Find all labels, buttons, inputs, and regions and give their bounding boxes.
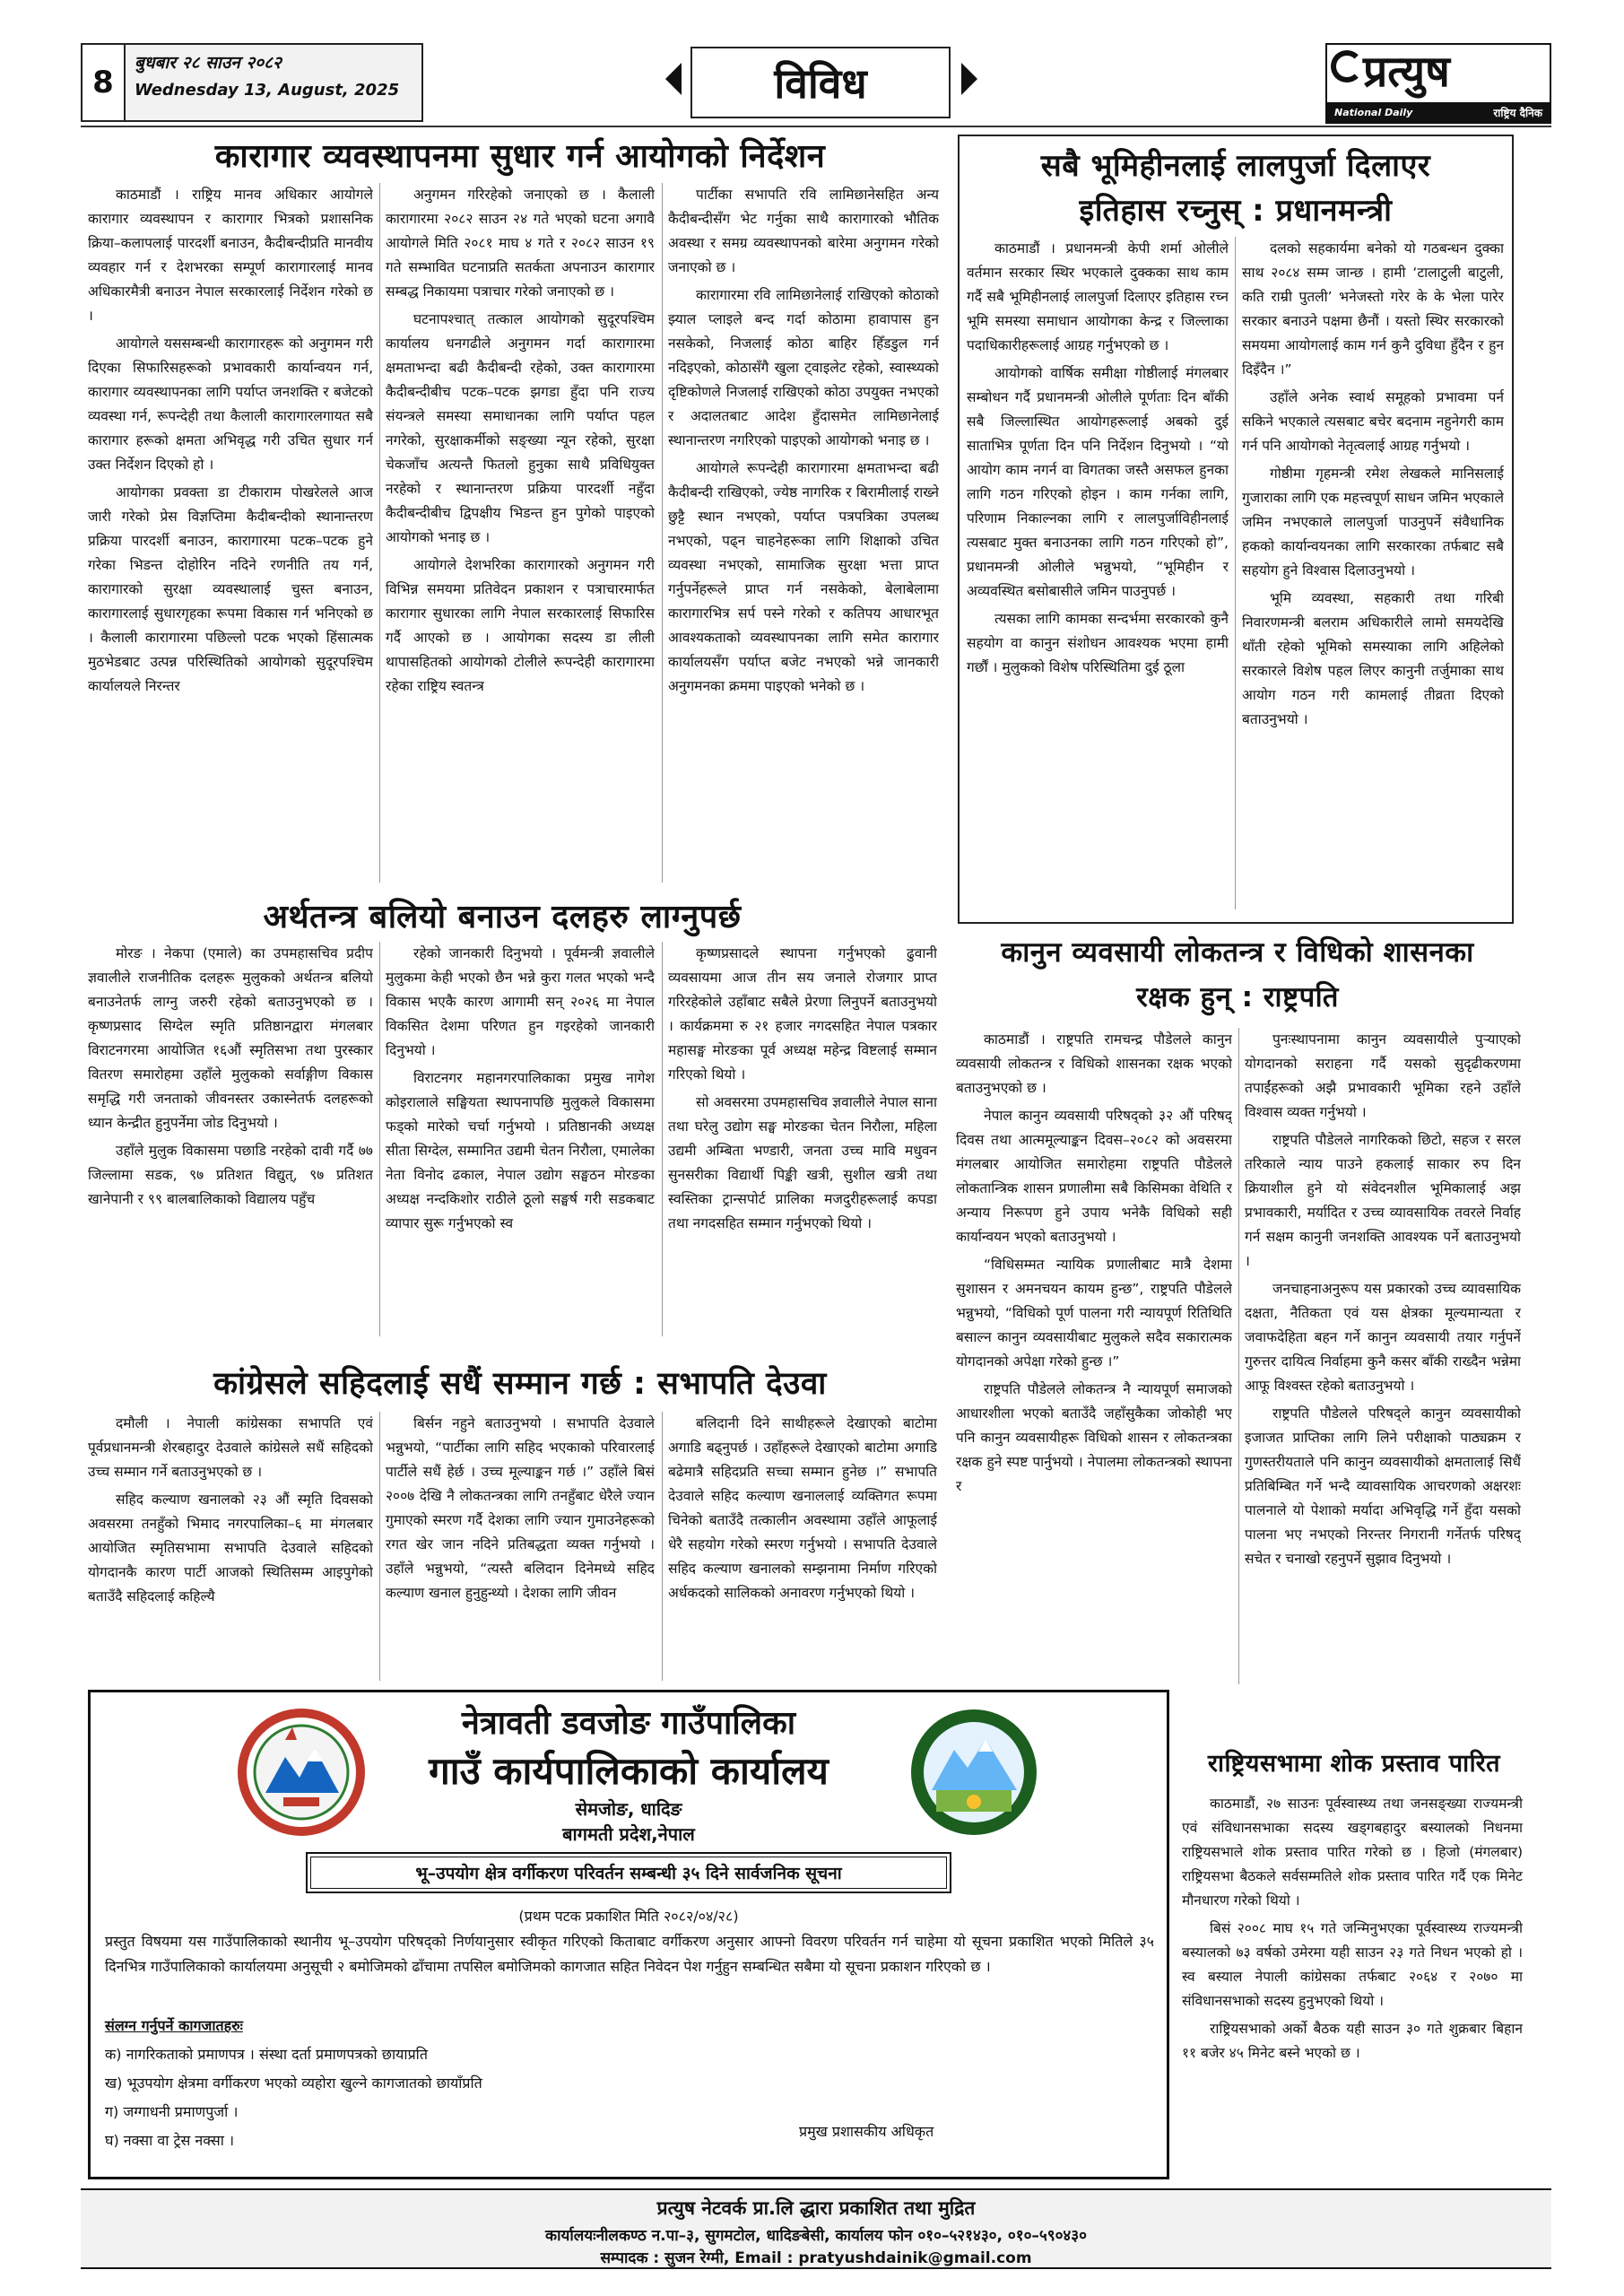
paragraph: आयोगले देशभरिका कारागारको अनुगमन गरी विभिन्न समयमा प्रतिवेदन प्रकाशन र पत्राचारमार्फत कारागार सुधारका लागि नेपाल सरकारलाई सिफारिस गर्दै आएको छ । आयोगका सदस्य डा लीली थापासहितको आयोगको टोलीले रूपन्देही कारागारमा रहेका राष्ट्रिय स्वतन्त्र [386,557,655,694]
paragraph: बिसं २००८ माघ १५ गते जन्मिनुभएका पूर्वस्वास्थ्य राज्यमन्त्री बस्यालको ७३ वर्षको उमेरमा यही साउन २३ गते निधन भएको हो । स्व बस्याल नेपाली कांग्रेसका तर्फबाट २०६४ र २०७० मा संविधानसभाको सदस्य हुनुभएको थियो । [1182,1920,1523,2009]
paragraph: आयोगले यससम्बन्धी कारागारहरू को अनुगमन गरी दिएका सिफारिसहरूको प्रभावकारी कार्यान्वयन गर्न, कारागार व्यवस्थापनका लागि पर्याप्त जनशक्ति र बजेटको व्यवस्था गर्न, रूपन्देही तथा कैलाली कारागारलगायत सबै कारागार हरूको क्षमता अभिवृद्ध गरी उचित सुधार गर्न उक्त निर्देशन दिएको हो । [88,335,373,473]
paragraph: उहाँले मुलुक विकासमा पछाडि नरहेको दावी गर्दै ७७ जिल्लामा सडक, ९७ प्रतिशत विद्युत्, ९७ प्रतिशत खानेपानी र ९९ बालबालिकाको विद्यालय पहुँच [88,1143,373,1207]
economy-col-1 [88,942,373,1336]
economy-col-3 [668,942,937,1336]
municipality-logo-icon [898,1705,1050,1839]
notice-title-1: नेत्रावती डवजोङ गाउँपालिका [461,1705,796,1742]
paper-logo [1325,43,1551,124]
landless-headline-2: इतिहास रच्नुस् : प्रधानमन्त्री [1079,193,1393,229]
notice-subject: भू–उपयोग क्षेत्र वर्गीकरण परिवर्तन सम्बन्धी ३५ दिने सार्वजनिक सूचना [415,1864,842,1883]
prison-col-1 [88,183,373,891]
economy-headline: अर्थतन्त्र बलियो बनाउन दलहरु लाग्नुपर्छ [263,899,742,935]
paragraph: राष्ट्रपति पौडेलले लोकतन्त्र नै न्यायपूर्ण समाजको आधारशीला भएको बताउँदै जहाँसुकैका जोकोही भए पनि कानुन व्यवसायीहरू विधिको शासन र लोकतन्त्रका रक्षक हुने स्पष्ट पार्नुभयो । नेपालमा लोकतन्त्रको स्थापना र [956,1381,1232,1494]
congress-headline: कांग्रेसले सहिदलाई सधैं सम्मान गर्छ : सभापति देउवा [213,1366,827,1402]
paper-tag-np: राष्ट्रिय दैनिक [1493,106,1542,119]
paragraph: त्यसका लागि कामका सन्दर्भमा सरकारको कुनै सहयोग वा कानुन संशोधन आवश्यक भएमा हामी गर्छौं । मुलुकको विशेष परिस्थितिमा दुई ठूला [967,611,1229,675]
notice-title-2: गाउँ कार्यपालिकाको कार्यालय [429,1749,829,1793]
right-arrow-icon [961,63,977,95]
landless-headline-1: सबै भूमिहीनलाई लालपुर्जा दिलाएर [1040,148,1431,184]
paragraph: सो अवसरमा उपमहासचिव ज्ञवालीले नेपाल साना तथा घरेलु उद्योग सङ्घ मोरङका चेतन निरौला, महिला उद्यमी अम्बिता भण्डारी, जनता उच्च मावि मधुवन सुनसरीका विद्यार्थी पिङ्की खत्री, सुशील खत्री तथा स्वस्तिका ट्रान्सपोर्ट प्रालिका मजदुरीहरूलाई कपडा तथा नगदसहित सम्मान गर्नुभएको थियो । [668,1094,937,1231]
paragraph: मोरङ । नेकपा (एमाले) का उपमहासचिव प्रदीप ज्ञवालीले राजनीतिक दलहरू मुलुकको अर्थतन्त्र बलियो बनाउनेतर्फ लाग्नु जरुरी रहेको बताउनुभएको छ । कृष्णप्रसाद सिग्देल स्मृति प्रतिष्ठानद्वारा मंगलबार विराटनगरमा आयोजित १६औं स्मृतिसभा तथा पुरस्कार वितरण समारोहमा उहाँले मुलुकको सर्वाङ्गीण विकास समृद्धि गरी जनताको जीवनस्तर उकास्नेतर्फ दलहरूको ध्यान केन्द्रीत हुनुपर्नेमा जोड दिनुभयो । [88,945,373,1131]
paragraph: आयोगको वार्षिक समीक्षा गोष्ठीलाई मंगलबार सम्बोधन गर्दै प्रधानमन्त्री ओलीले पूर्णताः दिन बाँकी सबै जिल्लास्थित आयोगहरूलाई अबको दुई साताभित्र पूर्णता दिन पनि निर्देशन दिनुभयो । “यो आयोग काम नगर्न वा विगतका जस्तै असफल हुनका लागि गठन गरिएको होइन । काम गर्नका लागि, परिणाम निकाल्नका लागि र लालपुर्जाविहीनलाई त्यसबाट मुक्त बनाउनका लागि गठन गरिएको हो”, प्रधानमन्त्री ओलीले भन्नुभयो, “भूमिहीन र अव्यवस्थित बसोबासीले जमिन पाउनुपर्छ । [967,365,1229,599]
congress-col-1 [88,1412,373,1681]
paragraph: रहेको जानकारी दिनुभयो । पूर्वमन्त्री ज्ञवालीले मुलुकमा केही भएको छैन भन्ने कुरा गलत भएको भन्दै विकास भएकै कारण आगामी सन् २०२६ मा नेपाल विकसित देशमा परिणत हुन गइरहेको जानकारी दिनुभयो । [386,945,655,1058]
paragraph: काठमाडौं । प्रधानमन्त्री केपी शर्मा ओलीले वर्तमान सरकार स्थिर भएकाले दुक्कका साथ काम गर्दै सबै भूमिहीनलाई लालपुर्जा दिलाएर इतिहास रच्न भूमि समस्या समाधान आयोगका केन्द्र र जिल्लाका पदाधिकारीहरूलाई आग्रह गर्नुभएको छ । [967,240,1229,353]
left-arrow-icon [665,63,682,95]
lawyers-headline-1: कानुन व्यवसायी लोकतन्त्र र विधिको शासनका [1001,936,1474,969]
paragraph: पुनःस्थापनामा कानुन व्यवसायीले पुऱ्याएको योगदानको सराहना गर्दै यसको सुदृढीकरणमा तपाईंहरूको अझै प्रभावकारी भूमिका रहने उहाँले विश्वास व्यक्त गर्नुभयो । [1245,1031,1521,1120]
congress-col-2 [386,1412,655,1681]
lawyers-headline-2: रक्षक हुन् : राष्ट्रपति [1136,981,1339,1013]
logo-sun-icon [1331,50,1363,83]
nepal-emblem-icon [225,1705,378,1839]
paragraph: बलिदानी दिने साथीहरूले देखाएको बाटोमा अगाडि बढ्नुपर्छ । उहाँहरूले देखाएको बाटोमा अगाडि बढेमात्रै सहिदप्रति सच्चा सम्मान हुनेछ ।” सभापति देउवाले सहिद कल्याण खनाललाई व्यक्तिगत रूपमा चिनेको बताउँदै तत्कालीन अवस्थामा उहाँले आफूलाई धेरै सहयोग गरेको स्मरण गर्नुभयो । सभापति देउवाले सहिद कल्याण खनालको सम्झनामा निर्माण गरिएको अर्धकदको सालिकको अनावरण गर्नुभएको थियो । [668,1415,937,1601]
landless-col-2 [1242,237,1504,918]
page-number-box [81,43,124,122]
notice-location: सेमजोङ, धादिङ [575,1798,682,1820]
date-box [124,43,423,122]
notice-signatory: प्रमुख प्रशासकीय अधिकृत [799,2123,934,2140]
lawyers-col-1 [956,1028,1232,1684]
condolence-headline: राष्ट्रियसभामा शोक प्रस्ताव पारित [1207,1750,1501,1778]
paragraph: राष्ट्रपति पौडेलले नागरिकको छिटो, सहज र सरल तरिकाले न्याय पाउने हकलाई साकार रुप दिन क्रियाशील हुने यो संवेदनशील भूमिकालाई अझ प्रभावकारी, मर्यादित र उच्च व्यावसायिक तवरले निर्वाह गर्न सक्षम कानुनी जनशक्ति आवश्यक पर्ने बताउनुभयो । [1245,1132,1521,1269]
paragraph: कृष्णप्रसादले स्थापना गर्नुभएको ढुवानी व्यवसायमा आज तीन सय जनाले रोजगार प्राप्त गरिरहेकोले उहाँबाट सबैले प्रेरणा लिनुपर्ने बताउनुभयो । कार्यक्रममा रु २१ हजार नगदसहित नेपाल पत्रकार महासङ्घ मोरङका पूर्व अध्यक्ष महेन्द्र विष्टलाई सम्मान गरिएको थियो । [668,945,937,1083]
economy-col-2 [386,942,655,1336]
prison-col-3 [668,183,939,891]
list-item: ग) जग्गाधनी प्रमाणपुर्जा । [105,2103,239,2120]
footer-publisher: प्रत्युष नेटवर्क प्रा.लि द्धारा प्रकाशित तथा मुद्रित [656,2197,976,2219]
paragraph: घटनापश्चात् तत्काल आयोगको सुदूरपश्चिम कार्यालय धनगढीले अनुगमन गर्दा कारागारमा क्षमताभन्दा बढी कैदीबन्दी रहेको, उक्त कारागारमा कैदीबन्दीबीच पटक–पटक झगडा हुँदा पनि राज्य संयन्त्रले समस्या समाधानका लागि पर्याप्त पहल नगरेको, सुरक्षाकर्मीको सङ्ख्या न्यून रहेको, सुरक्षा चेकजाँच अत्यन्तै फितलो हुनुका साथै प्रविधियुक्त नरहेको र स्थानान्तरण प्रक्रिया पारदर्शी नहुँदा कैदीबन्दीबीच द्विपक्षीय भिडन्त हुन पुगेको पाइएको आयोगको भनाइ छ । [386,311,655,545]
date-nepali: बुधबार २८ साउन २०८२ [135,53,282,73]
list-item: ख) भूउपयोग क्षेत्रमा वर्गीकरण भएको व्यहोरा खुल्ने कागजातको छायाँप्रति [105,2074,482,2092]
paragraph: काठमाडौं । राष्ट्रपति रामचन्द्र पौडेलले कानुन व्यवसायी लोकतन्त्र र विधिको शासनका रक्षक भएको बताउनुभएको छ । [956,1031,1232,1096]
paragraph: जनचाहनाअनुरूप यस प्रकारको उच्च व्यावसायिक दक्षता, नैतिकता एवं यस क्षेत्रका मूल्यमान्यता र जवाफदेहिता बहन गर्ने कानुन व्यवसायी तयार गर्नुपर्ने गुरुत्तर दायित्व निर्वाहमा कुनै कसर बाँकी राख्दैन भन्नेमा आफू विश्वस्त रहेको बताउनुभयो । [1245,1281,1521,1394]
paragraph: आयोगका प्रवक्ता डा टीकाराम पोखरेलले आज जारी गरेको प्रेस विज्ञप्तिमा कैदीबन्दीको स्थानान्तरण प्रक्रिया पारदर्शी बनाउन, कारागारमा पटक–पटक हुने गरेका भिडन्त दोहोरिन नदिने रणनीति तय गर्न, कारागारको सुरक्षा व्यवस्थालाई चुस्त बनाउन, कारागारलाई सुधारगृहका रूपमा विकास गर्न भनिएको छ । कैलाली कारागारमा पछिल्लो पटक भएको हिंसात्मक मुठभेडबाट उत्पन्न परिस्थितिको आयोगको सुदूरपश्चिम कार्यालयले निरन्तर [88,484,373,694]
notice-body: प्रस्तुत विषयमा यस गाउँपालिकाको स्थानीय भू–उपयोग परिषद्को निर्णयानुसार स्वीकृत गरिएको किताबाट वर्गीकरण अनुसार आफ्नो विवरण परिवर्तन गर्न चाहेमा यो सूचना प्रकाशित भएको मितिले ३५ दिनभित्र गाउँपालिकाको कार्यालयमा अनुसूची २ बमोजिमको ढाँचामा तपसिल बमोजिमको कागजात सहित निवेदन पेश गर्नुहुन सम्बन्धित सबैमा यो सूचना प्रकाशन गरिएको छ । [105,1933,1154,1975]
paper-tag-en: National Daily [1334,106,1413,118]
notice-attachments [105,2040,912,2155]
prison-col-2 [386,183,655,891]
paragraph: भूमि व्यवस्था, सहकारी तथा गरिबी निवारणमन्त्री बलराम अधिकारीले लामो समयदेखि थाँती रहेको भूमिको समस्याका लागि अहिलेको सरकारले विशेष पहल लिएर कानुनी तर्जुमाका साथ आयोग गठन गरी कामलाई तीव्रता दिएको बताउनुभयो । [1242,590,1504,727]
section-title: विविध [774,59,867,108]
notice-province: बागमती प्रदेश,नेपाल [562,1823,695,1845]
landless-col-1 [967,237,1229,918]
list-item: घ) नक्सा वा ट्रेस नक्सा । [105,2132,235,2149]
footer [81,2188,1551,2269]
footer-editor: सम्पादक : सुजन रेग्मी, Email : pratyushdainik@gmail.com [600,2249,1032,2267]
paragraph: उहाँले अनेक स्वार्थ समूहको प्रभावमा पर्न सकिने भएकाले त्यसबाट बचेर बदनाम नहुनेगरी काम गर्न पनि आयोगको नेतृत्वलाई आग्रह गर्नुभयो । [1242,389,1504,454]
paragraph: दमौली । नेपाली कांग्रेसका सभापति एवं पूर्वप्रधानमन्त्री शेरबहादुर देउवाले कांग्रेसले सधैं सहिदको उच्च सम्मान गर्ने बताउनुभएको छ । [88,1415,373,1480]
paragraph: बिर्सन नहुने बताउनुभयो । सभापति देउवाले भन्नुभयो, “पार्टीका लागि सहिद भएकाको परिवारलाई पार्टीले सधैं हेर्छ । उच्च मूल्याङ्कन गर्छ ।” उहाँले बिसं २००७ देखि नै लोकतन्त्रका लागि तनहुँबाट धेरैले ज्यान गुमाएको स्मरण गर्दै देशका लागि ज्यान गुमाउनेहरूको रगत खेर जान नदिने प्रतिबद्धता व्यक्त गर्नुभयो । उहाँले भन्नुभयो, “त्यस्तै बलिदान दिनेमध्ये सहिद कल्याण खनाल हुनुहुन्थ्यो । देशका लागि जीवन [386,1415,655,1601]
paragraph: अनुगमन गरिरहेको जनाएको छ । कैलाली कारागारमा २०८२ साउन २४ गते भएको घटना अगावै आयोगले मिति २०८१ माघ ४ गते र २०८२ साउन १९ गते सम्भावित घटनाप्रति सतर्कता अपनाउन कारागार सम्बद्ध निकायमा पत्राचार गरेको जनाएको छ । [386,187,655,300]
condolence-col [1182,1792,1523,2183]
paragraph: राष्ट्रपति पौडेलले परिषद्ले कानुन व्यवसायीको इजाजत प्राप्तिका लागि लिने परीक्षाको पाठ्यक्रम र गुणस्तरीयताले पनि कानुन व्यवसायीको क्षमतालाई सिधैं प्रतिबिम्बित गर्ने भन्दै व्यावसायिक आचरणको अक्षरशः पालनाले यो पेशाको मर्यादा अभिवृद्धि गर्ने हुँदा यसको पालना भए नभएको निरन्तर निगरानी गर्नेतर्फ परिषद् सचेत र चनाखो रहनुपर्ने सुझाव दिनुभयो । [1245,1405,1521,1567]
paragraph: सहिद कल्याण खनालको २३ औं स्मृति दिवसको अवसरमा तनहुँको भिमाद नगरपालिका–६ मा मंगलबार आयोजित स्मृतिसभामा सभापति देउवाले सहिदको योगदानकै कारण पार्टी आजको स्थितिसम्म आइपुगेको बताउँदै सहिदलाई कहिल्यै [88,1492,373,1605]
paragraph: कारागारमा रवि लामिछानेलाई राखिएको कोठाको झ्याल प्लाइले बन्द गर्दा कोठामा हावापास हुन नसकेको, निजलाई कोठा बाहिर हिँडडुल गर्न नदिइएको, कोठासँगै खुला ट्वाइलेट रहेको, स्वास्थ्यको दृष्टिकोणले निजलाई राखिएको कोठा उपयुक्त नभएको र अदालतबाट आदेश हुँदासमेत लामिछानेलाई स्थानान्तरण नगरिएको पाइएको आयोगको भनाइ छ । [668,287,939,448]
public-notice [88,1690,1169,2179]
congress-col-3 [668,1412,937,1681]
section-title-box [690,47,951,118]
landless-box [958,135,1514,924]
paragraph: पार्टीका सभापति रवि लामिछानेसहित अन्य कैदीबन्दीसँग भेट गर्नुका साथै कारागारको भौतिक अवस्था र समग्र व्यवस्थापनको बारेमा अनुगमन गरेको जनाएको छ । [668,187,939,275]
paragraph: दलको सहकार्यमा बनेको यो गठबन्धन दुक्का साथ २०८४ सम्म जान्छ । हामी ‘टालाटुली बाटुली, कति राम्री पुतली’ भनेजस्तो गरेर के के भेला पारेर सरकार बनाउने पक्षमा छैनौं । यस्तो स्थिर सरकारको समयमा आयोगलाई काम गर्न कुनै दुविधा हुँदैन र हुन दिइँदैन ।” [1242,240,1504,378]
paper-name: प्रत्युष [1363,47,1450,97]
lawyers-col-2 [1245,1028,1521,1727]
notice-first-published: (प्रथम पटक प्रकाशित मिति २०८२/०४/२८) [518,1908,739,1925]
notice-attachments-heading: संलग्न गर्नुपर्ने कागजातहरुः [105,2017,243,2034]
list-item: क) नागरिकताको प्रमाणपत्र । संस्था दर्ता प्रमाणपत्रको छायाप्रति [105,2046,428,2063]
footer-office: कार्यालयःनीलकण्ठ न.पा–३, सुगमटोल, धादिङबेसी, कार्यालय फोन ०१०–५२१४३०, ०१०–५९०४३० [545,2227,1087,2245]
notice-subject-box [306,1852,951,1893]
paragraph: विराटनगर महानगरपालिकाका प्रमुख नागेश कोइरालाले सङ्घियता स्थापनापछि मुलुकले विकासमा फड्को मारेको चर्चा गर्नुभयो । प्रतिष्ठानकी अध्यक्ष सीता सिग्देल, सम्मानित उद्यमी चेतन निरौला, एमालेका नेता विनोद ढकाल, नेपाल उद्योग सङ्घठन मोरङका अध्यक्ष नन्दकिशोर राठीले ठूलो सङ्घर्ष गरी सडकबाट व्यापार सुरू गर्नुभएको स्व [386,1070,655,1231]
paragraph: राष्ट्रियसभाको अर्को बैठक यही साउन ३० गते शुक्रबार बिहान ११ बजेर ४५ मिनेट बस्ने भएको छ । [1182,2021,1523,2061]
page-number: 8 [92,65,114,100]
masthead-rule [81,126,1551,127]
paragraph: नेपाल कानुन व्यवसायी परिषद्को ३२ औं परिषद् दिवस तथा आत्ममूल्याङ्कन दिवस–२०८२ को अवसरमा मंगलबार आयोजित समारोहमा राष्ट्रपति पौडेलले लोकतान्त्रिक शासन प्रणालीमा सबै किसिमका वेथिति र अन्याय निरूपण हुने उपाय भनेकै विधिको सही कार्यान्वयन भएको बताउनुभयो । [956,1108,1232,1245]
masthead [81,43,1551,126]
paragraph: “विधिसम्मत न्यायिक प्रणालीबाट मात्रै देशमा सुशासन र अमनचयन कायम हुन्छ”, राष्ट्रपति पौडेलले भन्नुभयो, “विधिको पूर्ण पालना गरी न्यायपूर्ण रितिथिति बसाल्न कानुन व्यवसायीबाट मुलुकले सदैव सकारात्मक योगदानको अपेक्षा गरेको हुन्छ ।” [956,1257,1232,1370]
paragraph: गोष्ठीमा गृहमन्त्री रमेश लेखकले मानिसलाई गुजाराका लागि एक महत्त्वपूर्ण साधन जमिन भएकाले जमिन नभएकाले लालपुर्जा पाउनुपर्ने संवैधानिक हकको कार्यान्वयनका लागि सरकारका तर्फबाट सबै सहयोग हुने विश्वास दिलाउनुभयो । [1242,465,1504,578]
date-english: Wednesday 13, August, 2025 [135,81,400,100]
prison-headline: कारागार व्यवस्थापनमा सुधार गर्न आयोगको निर्देशन [214,138,826,175]
paragraph: आयोगले रूपन्देही कारागारमा क्षमताभन्दा बढी कैदीबन्दी राखिएको, ज्येष्ठ नागरिक र बिरामीलाई राख्ने छुट्टै स्थान नभएको, पर्याप्त पत्रपत्रिका उपलब्ध नभएको, पढ्न चाहनेहरूका लागि शिक्षाको उचित व्यवस्था नभएको, सामाजिक सुरक्षा भत्ता प्राप्त गर्नुपर्नेहरूले प्राप्त गर्न नसकेको, बेलाबेलामा कारागारभित्र सर्प पस्ने गरेको र कतिपय आधारभूत आवश्यकताको व्यवस्थापनका लागि समेत कारागार कार्यालयसँग पर्याप्त बजेट नभएको भन्ने जानकारी अनुगमनका क्रममा पाइएको भनेको छ । [668,460,939,694]
paragraph: काठमाडौं । राष्ट्रिय मानव अधिकार आयोगले कारागार व्यवस्थापन र कारागार भित्रको प्रशासनिक क्रिया–कलापलाई पारदर्शी बनाउन, कैदीबन्दीप्रति मानवीय व्यवहार गर्न र देशभरका सम्पूर्ण कारागारलाई मानव अधिकारमैत्री बनाउन नेपाल सरकारलाई निर्देशन गरेको छ । [88,187,373,324]
paragraph: काठमाडौं, २७ साउनः पूर्वस्वास्थ्य तथा जनसङ्ख्या राज्यमन्त्री एवं संविधानसभाका सदस्य खड्गबहादुर बस्यालको निधनमा राष्ट्रियसभाले शोक प्रस्ताव पारित गरेको छ । हिजो (मंगलबार) राष्ट्रियसभा बैठकले सर्वसम्मतिले शोक प्रस्ताव पारित गर्दै एक मिनेट मौनधारण गरेको थियो । [1182,1796,1523,1909]
